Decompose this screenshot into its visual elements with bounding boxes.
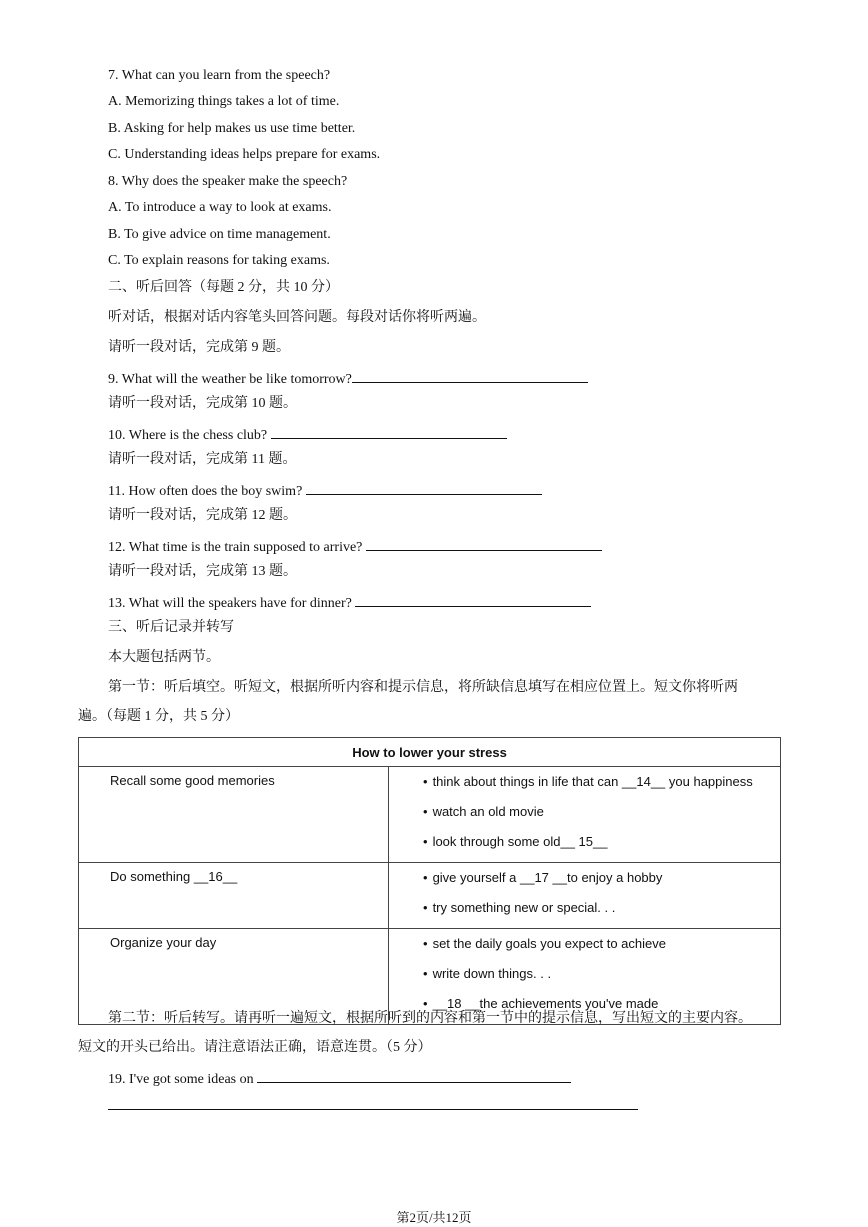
- answer-line-11[interactable]: [108, 480, 542, 501]
- list-item: • set the daily goals you expect to achieve: [423, 934, 780, 964]
- question-12: 12. What time is the train supposed to arrive?: [108, 540, 363, 555]
- part1-instruction-line1: 第一节：听后填空。听短文，根据所听内容和提示信息，将所缺信息填写在相应位置上。短文你将听两: [108, 680, 738, 695]
- answer-blank[interactable]: [366, 536, 602, 551]
- option-7c: C. Understanding ideas helps prepare for exams.: [108, 147, 381, 162]
- answer-line-13[interactable]: [108, 592, 591, 613]
- part2-instruction-line1: 第二节：听后转写。请再听一遍短文，根据所听到的内容和第一节中的提示信息，写出短文的主要内容。: [108, 1011, 752, 1026]
- question-8: 8. Why does the speaker make the speech?: [108, 174, 348, 189]
- table-row: [79, 767, 781, 863]
- section3-intro: 本大题包括两节。: [108, 650, 220, 665]
- answer-line-19[interactable]: [108, 1068, 571, 1089]
- table-title: How to lower your stress: [79, 738, 781, 767]
- option-7b: B. Asking for help makes us use time better.: [108, 121, 356, 136]
- page-number: 第2页/共12页: [396, 1210, 472, 1225]
- prompt-10: 请听一段对话，完成第 10 题。: [108, 396, 297, 411]
- list-item: • write down things. . .: [423, 964, 780, 994]
- part2-instruction-line2: 短文的开头已给出。请注意语法正确，语意连贯。（5 分）: [78, 1040, 432, 1055]
- option-8a: A. To introduce a way to look at exams.: [108, 200, 332, 215]
- prompt-9: 请听一段对话，完成第 9 题。: [108, 340, 290, 355]
- row-heading: Organize your day: [110, 935, 217, 950]
- answer-blank[interactable]: [271, 424, 507, 439]
- answer-blank[interactable]: [355, 592, 591, 607]
- option-8c: C. To explain reasons for taking exams.: [108, 253, 330, 268]
- question-7: 7. What can you learn from the speech?: [108, 68, 331, 83]
- stress-table: [78, 737, 781, 1025]
- question-9: 9. What will the weather be like tomorrow?: [108, 372, 352, 387]
- part1-instruction-line2: 遍。（每题 1 分，共 5 分）: [78, 709, 239, 724]
- option-8b: B. To give advice on time management.: [108, 227, 331, 242]
- table-row: [79, 863, 781, 929]
- section2-instruction: 听对话，根据对话内容笔头回答问题。每段对话你将听两遍。: [108, 310, 486, 325]
- answer-line-12[interactable]: [108, 536, 602, 557]
- option-7a: A. Memorizing things takes a lot of time.: [108, 94, 340, 109]
- row-heading: Do something __16__: [110, 869, 238, 884]
- list-item: • watch an old movie: [423, 802, 780, 832]
- row-heading: Recall some good memories: [110, 773, 275, 788]
- question-13: 13. What will the speakers have for dinner?: [108, 596, 352, 611]
- answer-blank[interactable]: [352, 368, 588, 383]
- answer-blank-continuation[interactable]: [108, 1109, 638, 1110]
- answer-line-9[interactable]: [108, 368, 588, 389]
- prompt-13: 请听一段对话，完成第 13 题。: [108, 564, 297, 579]
- answer-line-10[interactable]: [108, 424, 507, 445]
- list-item: • try something new or special. . .: [423, 898, 780, 928]
- list-item: • give yourself a __17 __to enjoy a hobby: [423, 868, 780, 898]
- answer-blank[interactable]: [257, 1068, 571, 1083]
- section3-heading: 三、听后记录并转写: [108, 620, 234, 635]
- question-10: 10. Where is the chess club?: [108, 428, 268, 443]
- list-item: • __18 __the achievements you've made: [423, 994, 780, 1024]
- section2-heading: 二、听后回答（每题 2 分，共 10 分）: [108, 280, 339, 295]
- prompt-11: 请听一段对话，完成第 11 题。: [108, 452, 297, 467]
- question-11: 11. How often does the boy swim?: [108, 484, 303, 499]
- list-item: • think about things in life that can __14__ you happiness: [423, 772, 780, 802]
- list-item: • look through some old__ 15__: [423, 832, 780, 862]
- question-19: 19. I've got some ideas on: [108, 1072, 254, 1087]
- prompt-12: 请听一段对话，完成第 12 题。: [108, 508, 297, 523]
- answer-blank[interactable]: [306, 480, 542, 495]
